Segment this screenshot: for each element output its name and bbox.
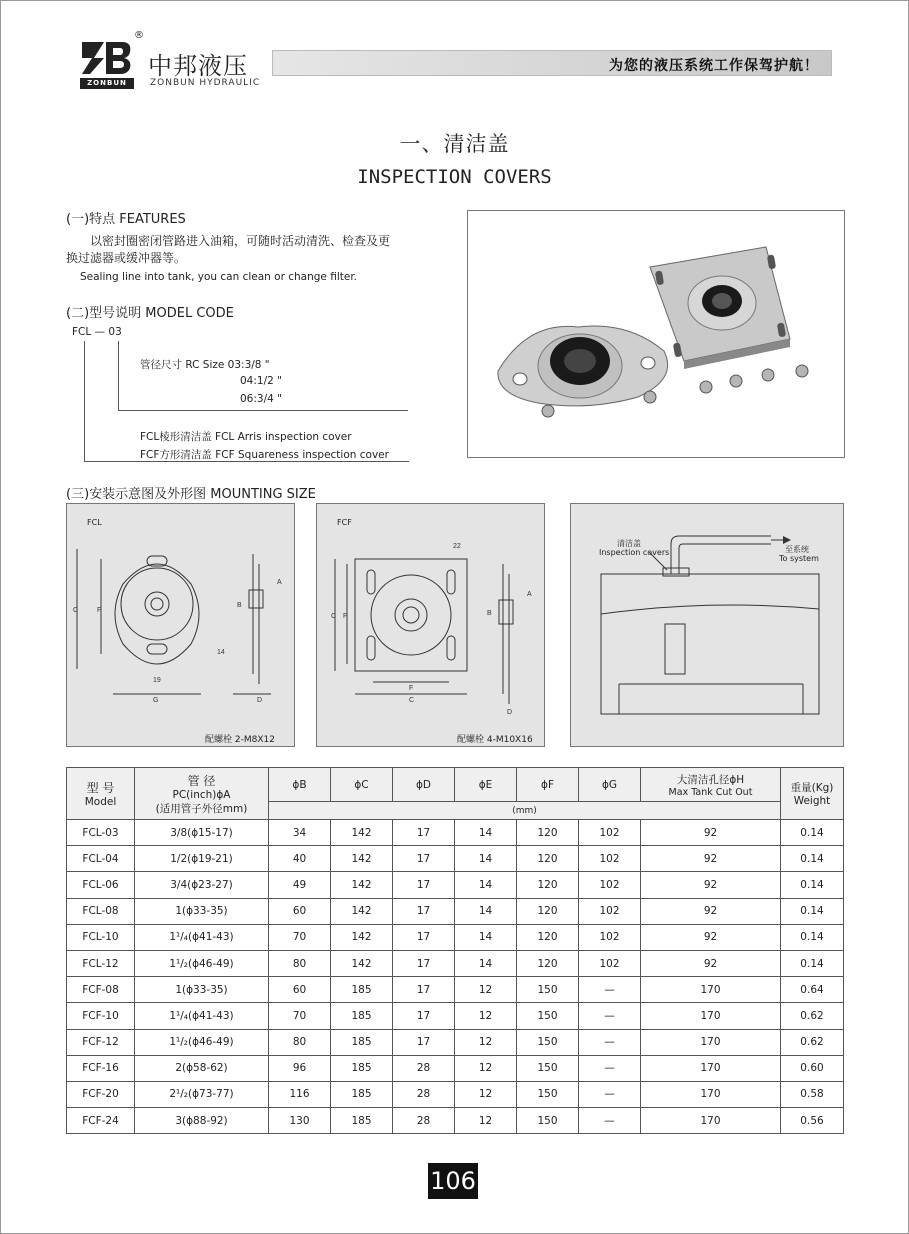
- installation-diagram-panel: [570, 503, 844, 747]
- table-cell: FCF-16: [67, 1055, 135, 1081]
- table-cell: 14: [455, 898, 517, 924]
- zonbun-logo-icon: [80, 40, 134, 76]
- table-cell: 142: [331, 820, 393, 846]
- fcl-drawing-panel: [66, 503, 295, 747]
- table-cell: 1¹/₄(ϕ41-43): [135, 1003, 269, 1029]
- table-cell: 120: [517, 820, 579, 846]
- svg-text:C: C: [331, 613, 337, 620]
- table-cell: 102: [579, 898, 641, 924]
- svg-text:14: 14: [217, 649, 225, 656]
- table-cell: 102: [579, 846, 641, 872]
- table-cell: 17: [393, 846, 455, 872]
- table-cell: 17: [393, 898, 455, 924]
- table-row: [67, 977, 844, 1003]
- th-weight: [781, 768, 844, 820]
- table-cell: 150: [517, 1029, 579, 1055]
- table-cell: FCL-06: [67, 872, 135, 898]
- spec-table-body: [67, 820, 844, 1134]
- table-row: [67, 1029, 844, 1055]
- code-bracket-line: [84, 341, 85, 462]
- page-number: 106: [428, 1163, 478, 1199]
- table-cell: 170: [641, 1055, 781, 1081]
- svg-text:F: F: [409, 685, 414, 692]
- table-row: [67, 950, 844, 976]
- table-cell: 17: [393, 1003, 455, 1029]
- th-model-cn: 型 号: [86, 781, 115, 795]
- table-cell: 17: [393, 872, 455, 898]
- table-cell: 185: [331, 1029, 393, 1055]
- table-cell: 2¹/₂(ϕ73-77): [135, 1081, 269, 1107]
- table-cell: 12: [455, 1081, 517, 1107]
- table-cell: 120: [517, 924, 579, 950]
- table-cell: —: [579, 1108, 641, 1134]
- table-cell: 185: [331, 1108, 393, 1134]
- table-row: [67, 1108, 844, 1134]
- spec-table: [66, 767, 844, 1134]
- table-cell: 120: [517, 950, 579, 976]
- table-cell: 1/2(ϕ19-21): [135, 846, 269, 872]
- table-cell: FCL-04: [67, 846, 135, 872]
- table-row: [67, 820, 844, 846]
- th-model-en: Model: [84, 796, 117, 808]
- table-cell: 3/8(ϕ15-17): [135, 820, 269, 846]
- table-cell: 185: [331, 1055, 393, 1081]
- slogan: 为您的液压系统工作保驾护航！: [609, 58, 819, 74]
- table-cell: 102: [579, 924, 641, 950]
- th-pipe: [135, 768, 269, 820]
- th-h: [641, 768, 781, 802]
- code-bracket-line: [118, 341, 119, 411]
- table-cell: 92: [641, 846, 781, 872]
- features-text-en: Sealing line into tank, you can clean or change filter.: [80, 271, 358, 283]
- table-cell: 12: [455, 1108, 517, 1134]
- table-cell: 96: [269, 1055, 331, 1081]
- brand-name-cn: 中邦液压: [148, 52, 248, 80]
- type-fcl: FCL棱形清洁盖 FCL Arris inspection cover: [140, 431, 352, 443]
- table-cell: 92: [641, 950, 781, 976]
- th-weight-cn: 重量(Kg): [790, 782, 834, 794]
- th-pipe-note: (适用管子外径mm): [155, 802, 248, 815]
- svg-text:A: A: [527, 591, 532, 598]
- table-cell: 1(ϕ33-35): [135, 977, 269, 1003]
- cover-label-cn: 清洁盖: [617, 539, 641, 548]
- svg-text:A: A: [277, 579, 282, 586]
- table-cell: 0.14: [781, 820, 844, 846]
- table-cell: —: [579, 1081, 641, 1107]
- table-cell: 12: [455, 977, 517, 1003]
- table-cell: FCF-10: [67, 1003, 135, 1029]
- fcl-bolt-note: 配螺栓 2-M8X12: [205, 735, 275, 745]
- table-cell: —: [579, 1055, 641, 1081]
- table-cell: 80: [269, 950, 331, 976]
- svg-text:B: B: [237, 602, 242, 609]
- cover-label-en: Inspection covers: [599, 548, 670, 557]
- table-cell: FCL-03: [67, 820, 135, 846]
- table-cell: 0.60: [781, 1055, 844, 1081]
- table-cell: 185: [331, 977, 393, 1003]
- installation-diagram: [571, 504, 845, 748]
- table-cell: 0.14: [781, 846, 844, 872]
- table-row: [67, 846, 844, 872]
- th-h-cn: 大清洁孔径ϕH: [676, 773, 745, 786]
- th-pipe-cn: 管 径: [187, 773, 216, 788]
- fcf-drawing: [317, 504, 546, 748]
- th-e: ϕE: [455, 768, 517, 802]
- svg-text:C: C: [73, 607, 79, 614]
- table-cell: 1¹/₂(ϕ46-49): [135, 1029, 269, 1055]
- table-cell: 70: [269, 1003, 331, 1029]
- table-cell: 116: [269, 1081, 331, 1107]
- table-cell: 170: [641, 1029, 781, 1055]
- table-cell: —: [579, 977, 641, 1003]
- features-text-cn-1: 以密封圈密闭管路进入油箱，可随时活动清洗、检查及更: [90, 234, 391, 248]
- table-cell: 120: [517, 898, 579, 924]
- page-title-cn: 一、清洁盖: [399, 132, 510, 156]
- table-cell: 185: [331, 1003, 393, 1029]
- table-row: [67, 872, 844, 898]
- table-row: [67, 898, 844, 924]
- table-cell: 102: [579, 820, 641, 846]
- product-illustration: [468, 211, 846, 459]
- table-cell: 142: [331, 950, 393, 976]
- table-cell: 0.62: [781, 1003, 844, 1029]
- table-cell: 0.58: [781, 1081, 844, 1107]
- table-row: [67, 1055, 844, 1081]
- table-cell: 17: [393, 950, 455, 976]
- table-cell: 28: [393, 1108, 455, 1134]
- svg-text:C: C: [409, 697, 415, 704]
- table-cell: 14: [455, 846, 517, 872]
- logo-subtitle: ZONBUN: [80, 78, 134, 89]
- table-cell: 17: [393, 1029, 455, 1055]
- table-cell: 1¹/₄(ϕ41-43): [135, 924, 269, 950]
- fcl-drawing: [67, 504, 296, 748]
- table-cell: 12: [455, 1003, 517, 1029]
- svg-text:B: B: [487, 610, 492, 617]
- table-cell: FCL-12: [67, 950, 135, 976]
- table-cell: 185: [331, 1081, 393, 1107]
- features-heading: (一)特点 FEATURES: [66, 212, 186, 227]
- table-cell: 70: [269, 924, 331, 950]
- table-cell: 142: [331, 872, 393, 898]
- table-cell: FCF-24: [67, 1108, 135, 1134]
- table-cell: 130: [269, 1108, 331, 1134]
- table-cell: 120: [517, 846, 579, 872]
- table-cell: 17: [393, 820, 455, 846]
- table-cell: 0.14: [781, 924, 844, 950]
- table-cell: 3(ϕ88-92): [135, 1108, 269, 1134]
- table-cell: —: [579, 1029, 641, 1055]
- table-cell: 142: [331, 898, 393, 924]
- page-title-en: INSPECTION COVERS: [357, 166, 552, 188]
- code-bracket-line: [118, 410, 408, 411]
- table-row: [67, 1003, 844, 1029]
- table-cell: 150: [517, 1055, 579, 1081]
- table-row: [67, 924, 844, 950]
- table-cell: FCF-12: [67, 1029, 135, 1055]
- table-cell: 150: [517, 1081, 579, 1107]
- table-cell: 60: [269, 977, 331, 1003]
- th-f: ϕF: [517, 768, 579, 802]
- table-cell: 0.62: [781, 1029, 844, 1055]
- system-label-cn: 至系统: [785, 545, 809, 554]
- product-photo: [467, 210, 845, 458]
- fcf-drawing-panel: [316, 503, 545, 747]
- system-label-en: To system: [779, 554, 819, 563]
- table-cell: 150: [517, 1003, 579, 1029]
- table-cell: 92: [641, 872, 781, 898]
- table-cell: 12: [455, 1055, 517, 1081]
- th-g: ϕG: [579, 768, 641, 802]
- table-cell: 142: [331, 846, 393, 872]
- brand-name-en: ZONBUN HYDRAULIC: [150, 78, 261, 88]
- table-row: [67, 1081, 844, 1107]
- th-h-en: Max Tank Cut Out: [668, 786, 753, 798]
- table-cell: 60: [269, 898, 331, 924]
- table-cell: 170: [641, 1081, 781, 1107]
- svg-text:G: G: [153, 697, 159, 704]
- th-model: [67, 768, 135, 820]
- table-cell: FCF-08: [67, 977, 135, 1003]
- table-cell: 28: [393, 1081, 455, 1107]
- table-cell: 34: [269, 820, 331, 846]
- th-weight-en: Weight: [793, 795, 831, 807]
- table-cell: 0.64: [781, 977, 844, 1003]
- table-cell: 17: [393, 977, 455, 1003]
- th-d: ϕD: [393, 768, 455, 802]
- table-cell: 49: [269, 872, 331, 898]
- table-cell: 1(ϕ33-35): [135, 898, 269, 924]
- table-cell: FCL-08: [67, 898, 135, 924]
- table-cell: 28: [393, 1055, 455, 1081]
- slogan-bar: [272, 50, 832, 76]
- svg-text:F: F: [97, 607, 102, 614]
- table-cell: 0.14: [781, 898, 844, 924]
- features-text-cn-2: 换过滤器或缓冲器等。: [66, 251, 187, 265]
- svg-text:D: D: [507, 709, 513, 716]
- th-unit: (mm): [269, 802, 781, 820]
- table-cell: 142: [331, 924, 393, 950]
- table-cell: 170: [641, 1003, 781, 1029]
- table-cell: 150: [517, 1108, 579, 1134]
- table-cell: 92: [641, 898, 781, 924]
- table-cell: 0.14: [781, 950, 844, 976]
- table-cell: 92: [641, 924, 781, 950]
- fcf-panel-label: FCF: [337, 518, 352, 527]
- table-cell: 14: [455, 924, 517, 950]
- table-cell: —: [579, 1003, 641, 1029]
- table-cell: 150: [517, 977, 579, 1003]
- type-fcf: FCF方形清洁盖 FCF Squareness inspection cover: [140, 449, 389, 461]
- table-cell: 80: [269, 1029, 331, 1055]
- table-cell: 40: [269, 846, 331, 872]
- fcf-bolt-note: 配螺栓 4-M10X16: [457, 735, 533, 745]
- table-cell: 120: [517, 872, 579, 898]
- table-cell: FCF-20: [67, 1081, 135, 1107]
- table-cell: 17: [393, 924, 455, 950]
- table-cell: 102: [579, 950, 641, 976]
- size-04: 04:1/2 ": [240, 375, 282, 387]
- model-code-heading: (二)型号说明 MODEL CODE: [66, 306, 234, 321]
- table-cell: 92: [641, 820, 781, 846]
- svg-text:F: F: [343, 613, 348, 620]
- table-cell: 14: [455, 950, 517, 976]
- model-code-example: FCL — 03: [72, 326, 122, 338]
- size-06: 06:3/4 ": [240, 393, 282, 405]
- table-cell: 3/4(ϕ23-27): [135, 872, 269, 898]
- th-c: ϕC: [331, 768, 393, 802]
- svg-text:19: 19: [153, 677, 161, 684]
- table-cell: 1¹/₂(ϕ46-49): [135, 950, 269, 976]
- table-cell: 14: [455, 872, 517, 898]
- table-cell: 170: [641, 1108, 781, 1134]
- table-cell: FCL-10: [67, 924, 135, 950]
- size-label: 管径尺寸 RC Size 03:3/8 ": [140, 359, 270, 371]
- table-cell: 0.14: [781, 872, 844, 898]
- registered-mark: ®: [134, 30, 144, 41]
- th-pipe-pc: PC(inch)ϕA: [172, 788, 231, 801]
- svg-text:22: 22: [453, 543, 461, 550]
- fcl-panel-label: FCL: [87, 518, 102, 527]
- table-cell: 170: [641, 977, 781, 1003]
- table-cell: 14: [455, 820, 517, 846]
- table-cell: 2(ϕ58-62): [135, 1055, 269, 1081]
- th-b: ϕB: [269, 768, 331, 802]
- mounting-heading: (三)安装示意图及外形图 MOUNTING SIZE: [66, 487, 316, 502]
- table-cell: 0.56: [781, 1108, 844, 1134]
- table-cell: 102: [579, 872, 641, 898]
- table-cell: 12: [455, 1029, 517, 1055]
- svg-text:D: D: [257, 697, 263, 704]
